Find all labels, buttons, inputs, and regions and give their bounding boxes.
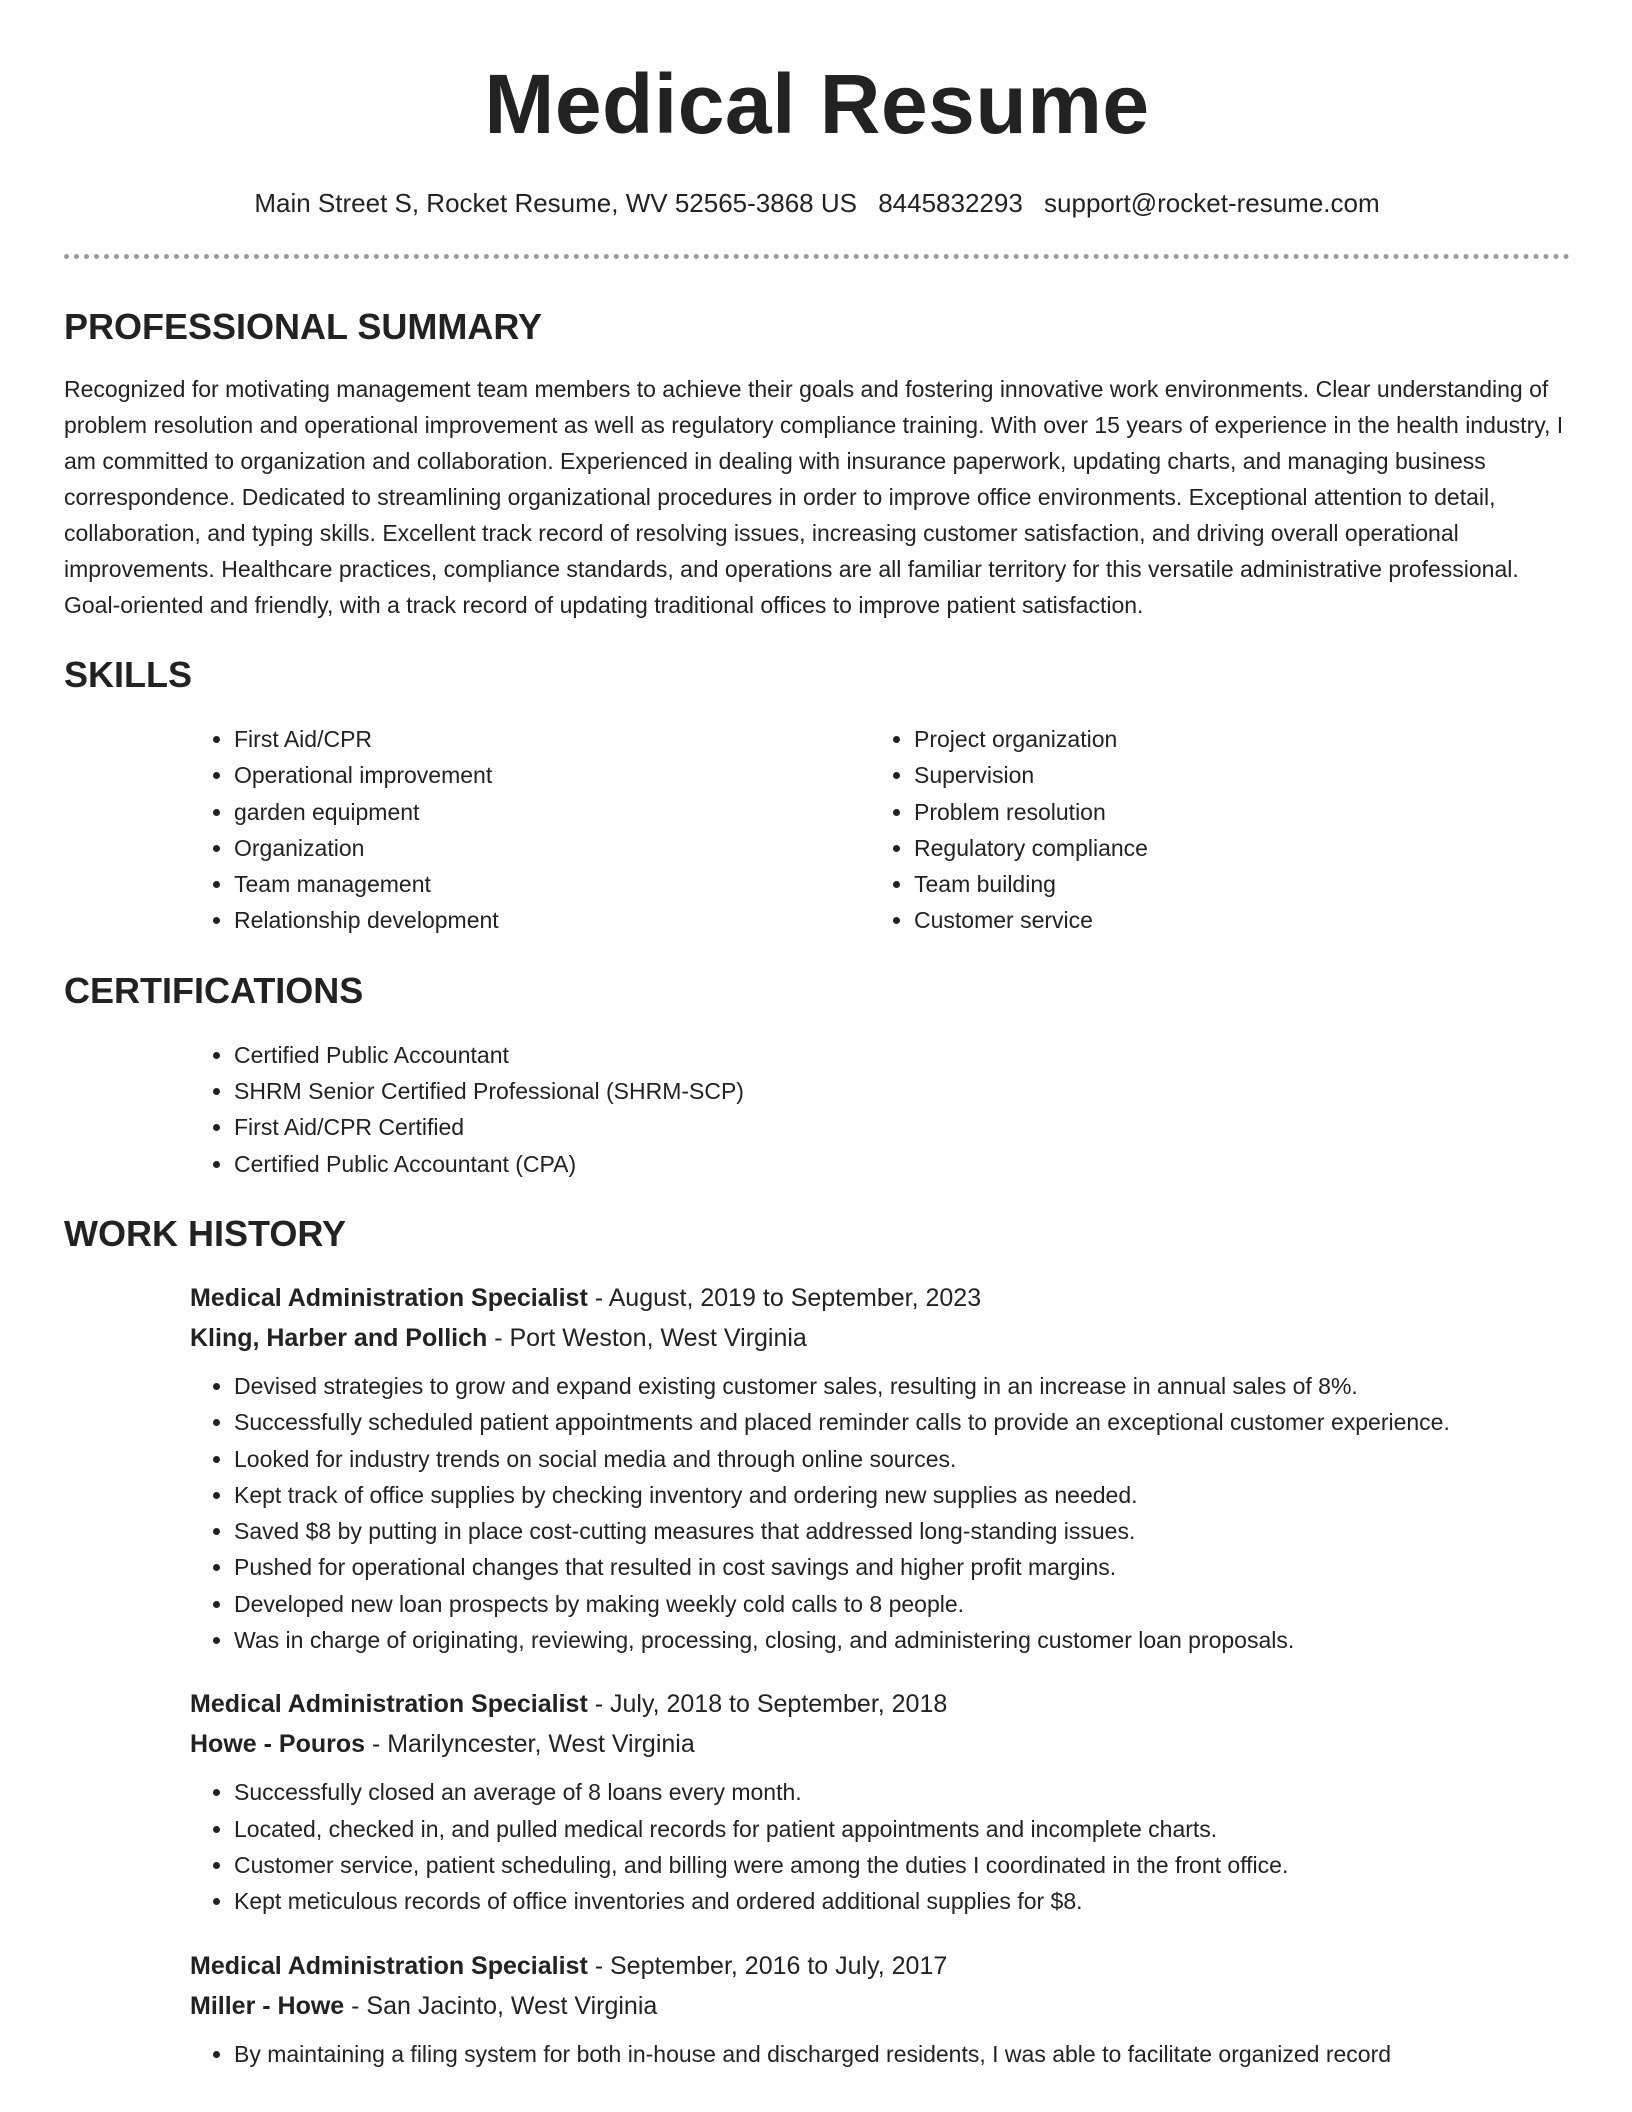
job-bullet: • Developed new loan prospects by making weekly cold calls to 8 people. — [234, 1586, 1570, 1622]
contact-phone: 8445832293 — [878, 188, 1023, 218]
job-dates: - August, 2019 to September, 2023 — [587, 1283, 982, 1312]
certifications-list — [190, 1037, 1570, 1182]
contact-email: support@rocket-resume.com — [1044, 188, 1380, 218]
header-divider — [64, 254, 1570, 259]
job-company-line — [190, 1986, 1570, 2026]
skill-item: • First Aid/CPR — [234, 721, 870, 757]
summary-text: Recognized for motivating management team members to achieve their goals and fostering innovative work environments. Clear understanding of problem resolution and operational improvement as well as regulatory compliance training. With over 15 years of experience in the health industry, I am committed to organization and collaboration. Experienced in dealing with insurance paperwork, updating charts, and managing business correspondence. Dedicated to streamlining organizational procedures in order to improve office environments. Exceptional attention to detail, collaboration, and typing skills. Excellent track record of resolving issues, increasing customer satisfaction, and driving overall operational improvements. Healthcare practices, compliance standards, and operations are all familiar territory for this versatile administrative professional. Goal-oriented and friendly, with a track record of updating traditional offices to improve patient satisfaction. — [64, 376, 1564, 618]
skill-item: • Organization — [234, 830, 870, 866]
job-bullet: • Devised strategies to grow and expand existing customer sales, resulting in an increase in annual sales of 8%. — [234, 1368, 1570, 1404]
job-company-line — [190, 1318, 1570, 1358]
job-entry — [190, 1946, 1570, 2072]
skill-item: • Operational improvement — [234, 757, 870, 793]
job-title-line — [190, 1684, 1570, 1724]
job-location: - Port Weston, West Virginia — [487, 1323, 807, 1352]
skill-item: • Team building — [914, 866, 1550, 902]
skill-item: • Relationship development — [234, 902, 870, 938]
job-dates: - July, 2018 to September, 2018 — [587, 1690, 948, 1719]
section-title-summary: PROFESSIONAL SUMMARY — [64, 306, 543, 347]
section-title-work-history: WORK HISTORY — [64, 1212, 347, 1254]
job-location: - Marilyncester, West Virginia — [365, 1730, 695, 1759]
job-bullet: • Saved $8 by putting in place cost-cutting measures that addressed long-standing issues. — [234, 1513, 1570, 1549]
section-title-skills: SKILLS — [64, 654, 193, 695]
contact-address: Main Street S, Rocket Resume, WV 52565-3868 US — [254, 188, 857, 218]
job-entry — [190, 1684, 1570, 1919]
skill-item: • Customer service — [914, 902, 1550, 938]
resume-name: Medical Resume — [484, 57, 1150, 151]
resume-page — [64, 0, 1570, 2072]
job-title-line — [190, 1946, 1570, 1986]
job-role: Medical Administration Specialist — [190, 1283, 588, 1312]
job-title-line — [190, 1278, 1570, 1318]
job-bullet: • Successfully closed an average of 8 loans every month. — [234, 1774, 1570, 1810]
skill-item: • garden equipment — [234, 794, 870, 830]
job-bullet: • Looked for industry trends on social media and through online sources. — [234, 1441, 1570, 1477]
job-bullet: • Kept meticulous records of office inventories and ordered additional supplies for $8. — [234, 1883, 1570, 1919]
job-role: Medical Administration Specialist — [190, 1951, 588, 1980]
job-bullet: • Kept track of office supplies by checking inventory and ordering new supplies as needed. — [234, 1477, 1570, 1513]
skill-item: • Project organization — [914, 721, 1550, 757]
skill-item: • Team management — [234, 866, 870, 902]
job-company: Miller - Howe — [190, 1991, 345, 2020]
skills-column-right — [870, 721, 1550, 939]
job-bullet: • Successfully scheduled patient appointments and placed reminder calls to provide an exceptional customer experience. — [234, 1404, 1570, 1440]
skill-item: • Problem resolution — [914, 794, 1550, 830]
skill-item: • Supervision — [914, 757, 1550, 793]
job-entry — [190, 1278, 1570, 1658]
job-bullet: • Was in charge of originating, reviewing, processing, closing, and administering customer loan proposals. — [234, 1622, 1570, 1658]
job-company: Howe - Pouros — [190, 1730, 366, 1759]
skill-item: • Regulatory compliance — [914, 830, 1550, 866]
job-company-line — [190, 1724, 1570, 1764]
job-bullet: • Pushed for operational changes that resulted in cost savings and higher profit margins. — [234, 1549, 1570, 1585]
contact-line — [64, 186, 1570, 220]
certification-item: • Certified Public Accountant — [234, 1037, 1570, 1073]
job-location: - San Jacinto, West Virginia — [344, 1991, 658, 2020]
job-bullet: • Customer service, patient scheduling, and billing were among the duties I coordinated in the front office. — [234, 1847, 1570, 1883]
job-bullet: • By maintaining a filing system for both in-house and discharged residents, I was able to facilitate organized record — [234, 2036, 1570, 2072]
job-bullet: • Located, checked in, and pulled medical records for patient appointments and incomplete charts. — [234, 1811, 1570, 1847]
section-title-certifications: CERTIFICATIONS — [64, 969, 364, 1011]
job-dates: - September, 2016 to July, 2017 — [587, 1951, 948, 1980]
work-history-list — [190, 1278, 1570, 2072]
job-role: Medical Administration Specialist — [190, 1690, 588, 1719]
skills-list — [190, 721, 1570, 939]
certification-item: • SHRM Senior Certified Professional (SHRM-SCP) — [234, 1073, 1570, 1109]
job-company: Kling, Harber and Pollich — [190, 1323, 488, 1352]
certification-item: • Certified Public Accountant (CPA) — [234, 1146, 1570, 1182]
certification-item: • First Aid/CPR Certified — [234, 1109, 1570, 1145]
skills-column-left — [190, 721, 870, 939]
